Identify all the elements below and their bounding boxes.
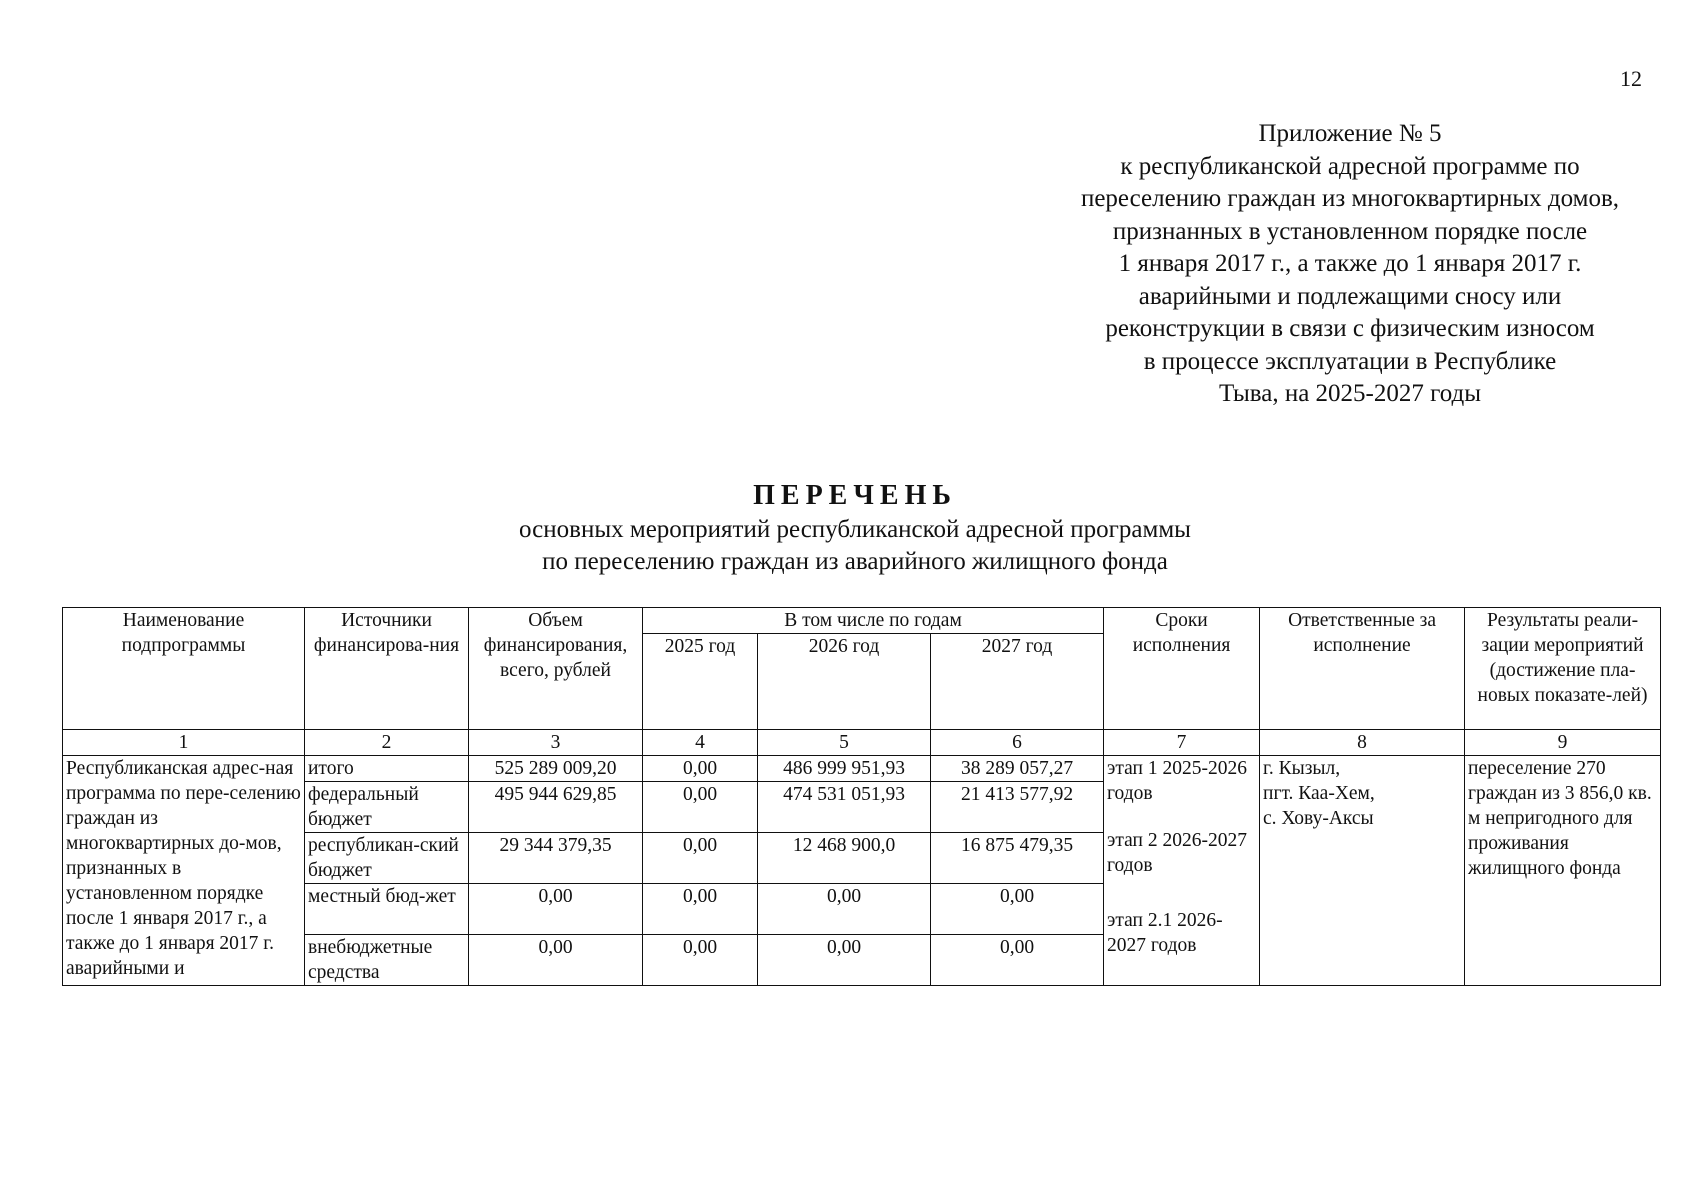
year-2025-cell: 0,00 [643,833,758,884]
header-2025: 2025 год [643,634,758,730]
appendix-line: Приложение № 5 [1258,120,1442,147]
header-name: Наименование подпрограммы [63,608,305,730]
header-sources: Источники финансирова-ния [305,608,469,730]
appendix-line: к республиканской адресной программе по [1120,152,1580,180]
header-responsible: Ответственные за исполнение [1260,608,1465,730]
year-2027-cell: 21 413 577,92 [931,782,1104,833]
appendix-line: Тыва, на 2025-2027 годы [1218,380,1482,407]
responsible-cell [1260,756,1465,986]
column-number: 1 [63,730,305,756]
year-2026-cell: 474 531 051,93 [758,782,931,833]
year-2026-cell: 0,00 [758,884,931,935]
year-2027-cell: 0,00 [931,884,1104,935]
year-2025-cell: 0,00 [643,884,758,935]
term-stage-2-1: этап 2.1 2026-2027 годов [1107,910,1223,956]
source-cell: внебюджетные средства [305,935,469,986]
header-terms: Сроки исполнения [1104,608,1260,730]
header-2027: 2027 год [931,634,1104,730]
title-line-1: основных мероприятий республиканской адресной программы [519,516,1191,543]
total-cell: 525 289 009,20 [469,756,643,782]
appendix-line: аварийными и подлежащими сносу или [1138,282,1562,310]
appendix-line: признанных в установленном порядке после [1112,217,1588,245]
subprogram-name: Республиканская адрес-ная программа по пере-селению граждан из многоквартирных до-мов, признанных в установленном порядке после 1 января 2017 г., а также до 1 января 2017 г. аварийными и [63,756,305,986]
header-by-years: В том числе по годам [643,608,1104,634]
total-cell: 495 944 629,85 [469,782,643,833]
responsible-line: с. Хову-Аксы [1263,808,1374,829]
column-number-row [63,730,1661,756]
responsible-line: пгт. Каа-Хем, [1263,783,1375,804]
column-number: 4 [643,730,758,756]
year-2027-cell: 16 875 479,35 [931,833,1104,884]
column-number: 3 [469,730,643,756]
page-number: 12 [1620,66,1642,91]
column-number: 2 [305,730,469,756]
source-cell: республикан-ский бюджет [305,833,469,884]
year-2025-cell: 0,00 [643,935,758,986]
header-volume: Объем финансирования, всего, рублей [469,608,643,730]
source-cell: местный бюд-жет [305,884,469,935]
header-results: Результаты реали-зации мероприятий (достижение пла-новых показате-лей) [1465,608,1661,730]
result-cell: переселение 270 граждан из 3 856,0 кв. м непригодного для проживания жилищного фонда [1465,756,1661,986]
title-word: ПЕРЕЧЕНЬ [753,480,957,511]
source-cell: федеральный бюджет [305,782,469,833]
title-line-2: по переселению граждан из аварийного жилищного фонда [542,548,1168,575]
responsible-line: г. Кызыл, [1263,758,1341,779]
appendix-line: в процессе эксплуатации в Республике [1143,347,1557,375]
year-2025-cell: 0,00 [643,756,758,782]
column-number: 6 [931,730,1104,756]
document-title [460,478,1250,578]
term-stage-2: этап 2 2026-2027 годов [1107,830,1247,876]
measures-table [62,607,1661,986]
source-cell: итого [305,756,469,782]
column-number: 5 [758,730,931,756]
header-row [63,608,1661,634]
total-cell: 0,00 [469,884,643,935]
header-2026: 2026 год [758,634,931,730]
year-2027-cell: 38 289 057,27 [931,756,1104,782]
year-2026-cell: 0,00 [758,935,931,986]
year-2026-cell: 12 468 900,0 [758,833,931,884]
column-number: 9 [1465,730,1661,756]
appendix-heading [1020,118,1680,411]
total-cell: 29 344 379,35 [469,833,643,884]
column-number: 7 [1104,730,1260,756]
appendix-line: реконструкции в связи с физическим износом [1105,315,1595,342]
table-row [63,756,1661,782]
year-2025-cell: 0,00 [643,782,758,833]
total-cell: 0,00 [469,935,643,986]
year-2027-cell: 0,00 [931,935,1104,986]
appendix-line: переселению граждан из многоквартирных домов, [1080,185,1620,212]
terms-cell [1104,756,1260,986]
year-2026-cell: 486 999 951,93 [758,756,931,782]
term-stage-1: этап 1 2025-2026 годов [1107,758,1247,804]
appendix-line: 1 января 2017 г., а также до 1 января 2017 г. [1118,250,1582,277]
column-number: 8 [1260,730,1465,756]
